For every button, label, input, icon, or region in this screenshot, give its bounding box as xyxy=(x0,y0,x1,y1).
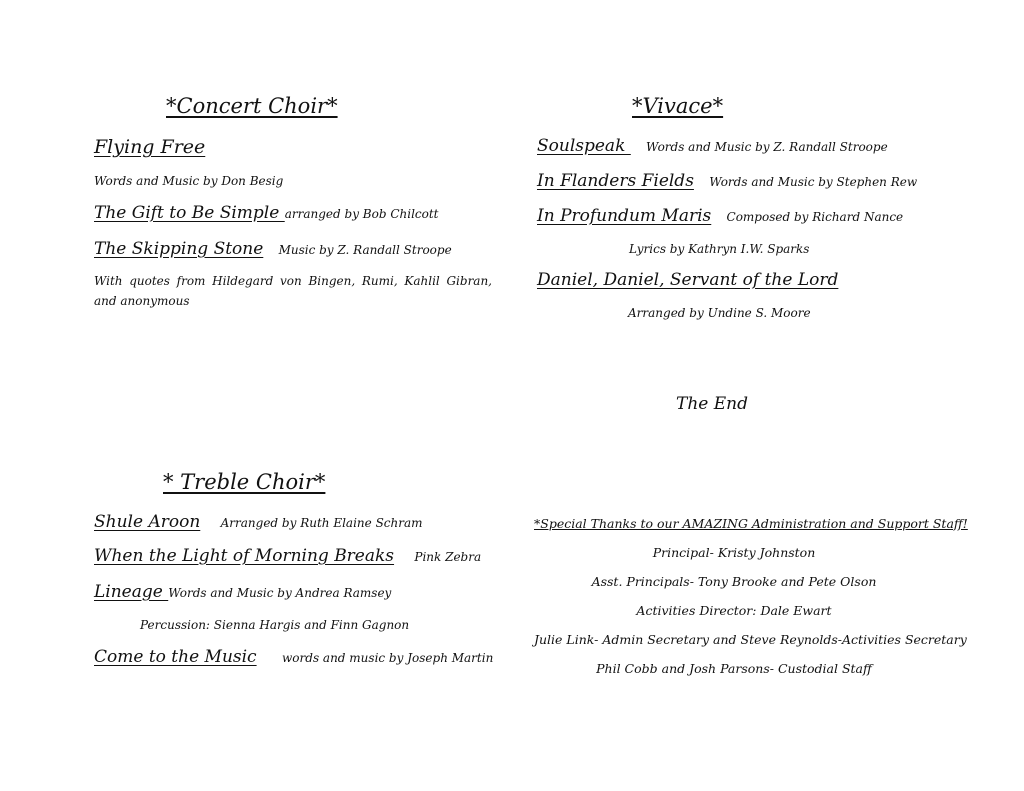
thanks-heading: *Special Thanks to our AMAZING Administration and Support Staff! xyxy=(534,516,968,531)
thanks-line: Julie Link- Admin Secretary and Steve Reynolds-Activities Secretary xyxy=(534,632,967,647)
piece-title: Come to the Music xyxy=(94,647,257,667)
piece-credit: Words and Music by Stephen Rew xyxy=(709,175,918,189)
thanks-line: Asst. Principals- Tony Brooke and Pete Olson xyxy=(591,574,877,589)
piece-credit: words and music by Joseph Martin xyxy=(282,651,494,665)
piece-title: When the Light of Morning Breaks xyxy=(94,546,395,566)
piece-credit: Pink Zebra xyxy=(414,550,482,564)
piece-title: The Skipping Stone xyxy=(94,239,264,259)
piece-line xyxy=(94,582,391,602)
piece-title: Shule Aroon xyxy=(94,512,201,532)
treble-choir-heading: * Treble Choir* xyxy=(163,470,326,494)
piece-title: In Profundum Maris xyxy=(537,206,712,226)
piece-title: Soulspeak xyxy=(537,136,631,156)
piece-title: Daniel, Daniel, Servant of the Lord xyxy=(537,270,839,290)
piece-title: Flying Free xyxy=(94,136,206,158)
piece-credit: Arranged by Ruth Elaine Schram xyxy=(220,516,423,530)
vivace-heading: *Vivace* xyxy=(632,94,724,118)
piece-credit: Words and Music by Don Besig xyxy=(94,174,284,188)
piece-credit: Composed by Richard Nance xyxy=(726,210,904,224)
piece-line xyxy=(94,512,423,532)
piece-line xyxy=(94,239,452,259)
piece-line xyxy=(537,136,888,156)
thanks-line: Phil Cobb and Josh Parsons- Custodial Staff xyxy=(596,661,872,676)
thanks-line: Principal- Kristy Johnston xyxy=(652,545,816,560)
piece-credit: Percussion: Sienna Hargis and Finn Gagnon xyxy=(140,618,410,632)
piece-credit: Words and Music by Z. Randall Stroope xyxy=(646,140,888,154)
piece-line xyxy=(94,546,481,566)
the-end: The End xyxy=(676,394,748,414)
piece-line xyxy=(94,647,493,667)
piece-credit: arranged by Bob Chilcott xyxy=(284,207,439,221)
piece-line xyxy=(537,171,917,191)
piece-line xyxy=(94,203,439,223)
piece-credit: Music by Z. Randall Stroope xyxy=(278,243,452,257)
concert-choir-note: With quotes from Hildegard von Bingen, Rumi, Kahlil Gibran, and anonymous xyxy=(94,274,492,308)
thanks-line: Activities Director: Dale Ewart xyxy=(636,603,832,618)
piece-line xyxy=(537,206,903,226)
piece-title: Lineage xyxy=(94,582,169,602)
concert-choir-heading: *Concert Choir* xyxy=(166,94,338,118)
piece-credit: Words and Music by Andrea Ramsey xyxy=(168,586,392,600)
piece-credit: Lyrics by Kathryn I.W. Sparks xyxy=(629,242,810,256)
piece-title: In Flanders Fields xyxy=(537,171,694,191)
piece-title: The Gift to Be Simple xyxy=(94,203,285,223)
piece-credit: Arranged by Undine S. Moore xyxy=(628,306,811,320)
